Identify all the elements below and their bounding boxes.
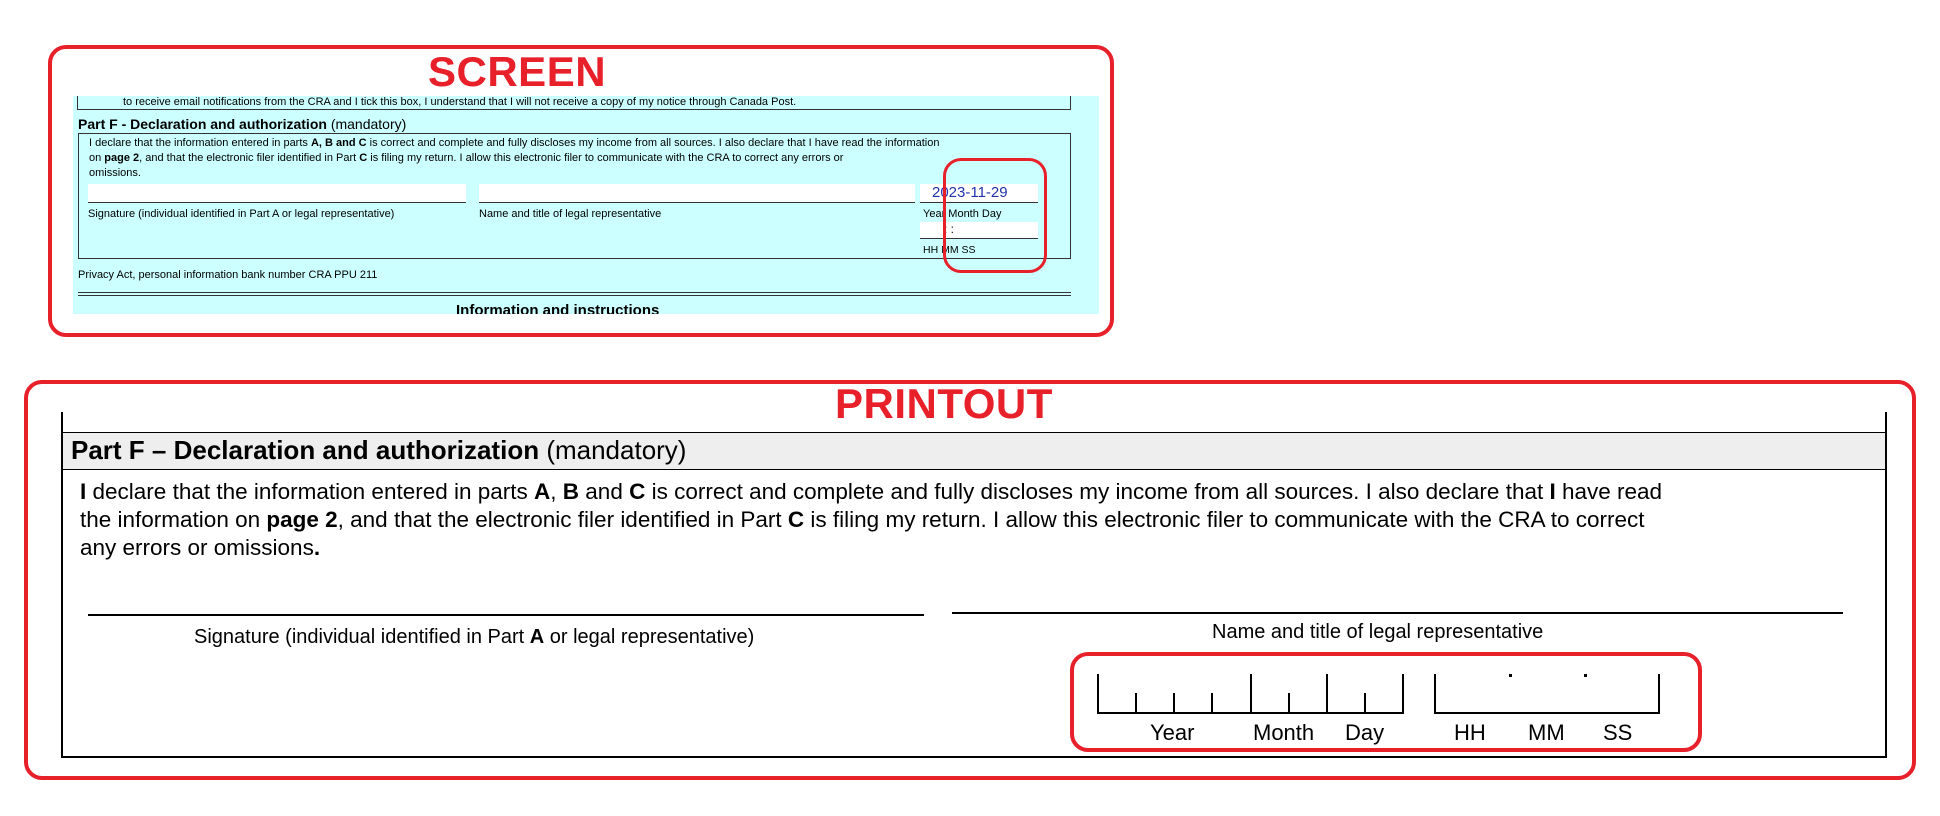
declaration-line-1	[89, 137, 939, 149]
previous-section-text: to receive email notifications from the CRA and I tick this box, I understand that I will not receive a copy of my notice through Canada Post.	[123, 96, 797, 108]
signature-label: Signature (individual identified in Part A or legal representative)	[88, 208, 395, 220]
printout-decl-text: any errors or omissions	[80, 535, 314, 560]
declaration-page-ref: page 2	[104, 152, 140, 164]
printout-name-line	[952, 612, 1843, 614]
declaration-text: , and that the electronic filer identified in Part	[139, 152, 360, 164]
declaration-line-2	[89, 152, 843, 164]
part-f-heading-suffix: (mandatory)	[330, 116, 407, 132]
printout-decl-text: ,	[550, 479, 563, 504]
declaration-part-ref: C	[359, 152, 368, 164]
printout-month-label: Month	[1253, 720, 1315, 745]
printout-sig-bold: A	[529, 626, 545, 648]
printout-decl-text: , and that the electronic filer identified in Part	[337, 507, 788, 532]
printout-decl-bold: page 2	[266, 507, 338, 532]
printout-decl-bold: B	[562, 479, 580, 504]
printout-heading-title: Part F – Declaration and authorization	[71, 435, 540, 465]
printout-heading-suffix: (mandatory)	[546, 435, 687, 465]
name-title-field[interactable]	[479, 184, 915, 202]
printout-mm-label: MM	[1528, 720, 1565, 745]
info-instructions-heading: Information and instructions	[456, 302, 660, 314]
declaration-text: I declare that the information entered in parts	[89, 137, 311, 149]
printout-decl-text: is filing my return. I allow this electronic filer to communicate with the CRA to correct	[804, 507, 1645, 532]
privacy-notice: Privacy Act, personal information bank number CRA PPU 211	[78, 269, 378, 281]
printout-panel-title: PRINTOUT	[835, 380, 1053, 427]
printout-day-label: Day	[1345, 720, 1385, 745]
name-title-line	[479, 202, 915, 203]
printout-decl-bold: .	[313, 535, 321, 560]
signature-line	[88, 202, 466, 203]
printout-decl-bold: A	[534, 479, 551, 504]
printout-ss-label: SS	[1603, 720, 1633, 745]
printout-decl-text: have read	[1555, 479, 1663, 504]
date-label: Year Month Day	[923, 208, 1002, 220]
printout-decl-bold: C	[787, 507, 805, 532]
printout-signature-label	[194, 626, 754, 649]
printout-declaration-line-1	[80, 478, 1870, 506]
time-label: HH MM SS	[923, 244, 976, 256]
separator-line-2	[78, 295, 1071, 296]
declaration-text: is filing my return. I allow this electronic filer to communicate with the CRA to correct any errors or	[367, 152, 844, 164]
declaration-parts: A, B and C	[310, 137, 367, 149]
printout-decl-text: the information on	[80, 507, 267, 532]
time-value: : :	[944, 222, 955, 236]
declaration-line-3: omissions.	[89, 167, 141, 179]
printout-decl-text: and	[579, 479, 630, 504]
part-f-heading	[78, 116, 406, 132]
printout-name-label: Name and title of legal representative	[1212, 621, 1544, 643]
screen-panel-title: SCREEN	[428, 48, 607, 95]
printout-decl-bold: I	[80, 479, 87, 504]
printout-decl-text: declare that the information entered in parts	[86, 479, 535, 504]
name-title-label: Name and title of legal representative	[479, 208, 662, 220]
printout-declaration	[80, 478, 1870, 562]
printout-decl-bold: I	[1549, 479, 1556, 504]
printout-part-f-heading	[71, 435, 686, 466]
declaration-text: is correct and complete and fully discloses my income from all sources. I also declare that I have read the information	[366, 137, 940, 149]
printout-year-label: Year	[1150, 720, 1195, 745]
printout-sig-text: Signature (individual identified in Part	[194, 626, 530, 648]
printout-hh-label: HH	[1454, 720, 1486, 745]
printout-decl-bold: C	[629, 479, 646, 504]
date-time-highlight	[943, 158, 1047, 273]
signature-field[interactable]	[88, 184, 466, 202]
printout-date-time-highlight	[1070, 652, 1702, 752]
date-value: 2023-11-29	[932, 184, 1008, 201]
part-f-heading-title: Part F - Declaration and authorization	[78, 116, 327, 132]
printout-declaration-line-2	[80, 506, 1870, 534]
printout-sig-text: or legal representative)	[544, 626, 755, 648]
printout-signature-line	[88, 614, 924, 616]
separator-line	[78, 292, 1071, 293]
printout-decl-text: is correct and complete and fully discloses my income from all sources. I also declare that	[645, 479, 1550, 504]
declaration-text: on	[89, 152, 105, 164]
printout-part-f-header	[61, 432, 1887, 470]
printout-declaration-line-3	[80, 534, 1870, 562]
